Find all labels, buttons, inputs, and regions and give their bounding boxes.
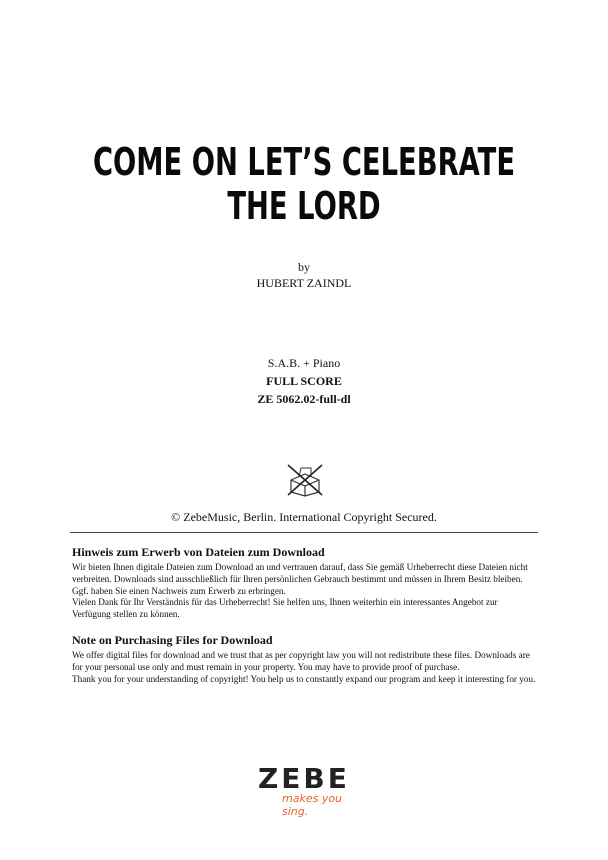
zebe-logo	[258, 762, 368, 818]
notice-german-line: Ggf. haben Sie einen Nachweis zum Erwerb zu erbringen.	[72, 585, 286, 596]
notice-english-line: We offer digital files for download and we trust that as per copyright law you will not redistribute these files. Downloads are	[72, 650, 530, 660]
logo-tagline: makes you sing.	[282, 792, 343, 818]
no-photocopy-icon	[285, 462, 325, 498]
notice-german-line: Vielen Dank für Ihr Verständnis für das Urheberrecht! Sie helfen uns, Ihnen weiterhin ein interessantes Angebot zur	[72, 597, 498, 608]
notice-english	[72, 633, 542, 685]
logo-wordmark: ZEBE	[258, 762, 350, 795]
notice-english-line: for your personal use only and must remain in your property. You may have to provide proof of purchase.	[72, 661, 460, 672]
by-label: by	[298, 260, 310, 274]
score-type: FULL SCORE	[266, 374, 342, 388]
notice-german-line: Verfügung stellen zu können.	[72, 609, 180, 620]
score-title: COME ON LET’S CELEBRATE THE LORD	[92, 140, 516, 228]
voicing: S.A.B. + Piano	[267, 356, 341, 370]
divider	[70, 532, 538, 533]
notice-german-line: Wir bieten Ihnen digitale Dateien zum Download an und vertrauen darauf, dass Sie gemäß Urheberrecht diese Dateien nicht	[72, 562, 528, 572]
notice-german-line: verbreiten. Downloads sind ausschließlich für Ihren persönlichen Gebrauch bestimmt und müssen in Ihrem Besitz bleiben.	[72, 573, 523, 584]
composer-name: HUBERT ZAINDL	[256, 276, 352, 290]
notice-german-heading: Hinweis zum Erwerb von Dateien zum Download	[72, 545, 325, 559]
notice-german	[72, 545, 542, 621]
copyright-notice: © ZebeMusic, Berlin. International Copyright Secured.	[171, 510, 437, 524]
notice-english-heading: Note on Purchasing Files for Download	[72, 633, 273, 647]
notice-english-line: Thank you for your understanding of copyright! You help us to constantly expand our program and keep it interesting for you.	[72, 673, 536, 684]
catalog-number: ZE 5062.02-full-dl	[257, 392, 351, 406]
